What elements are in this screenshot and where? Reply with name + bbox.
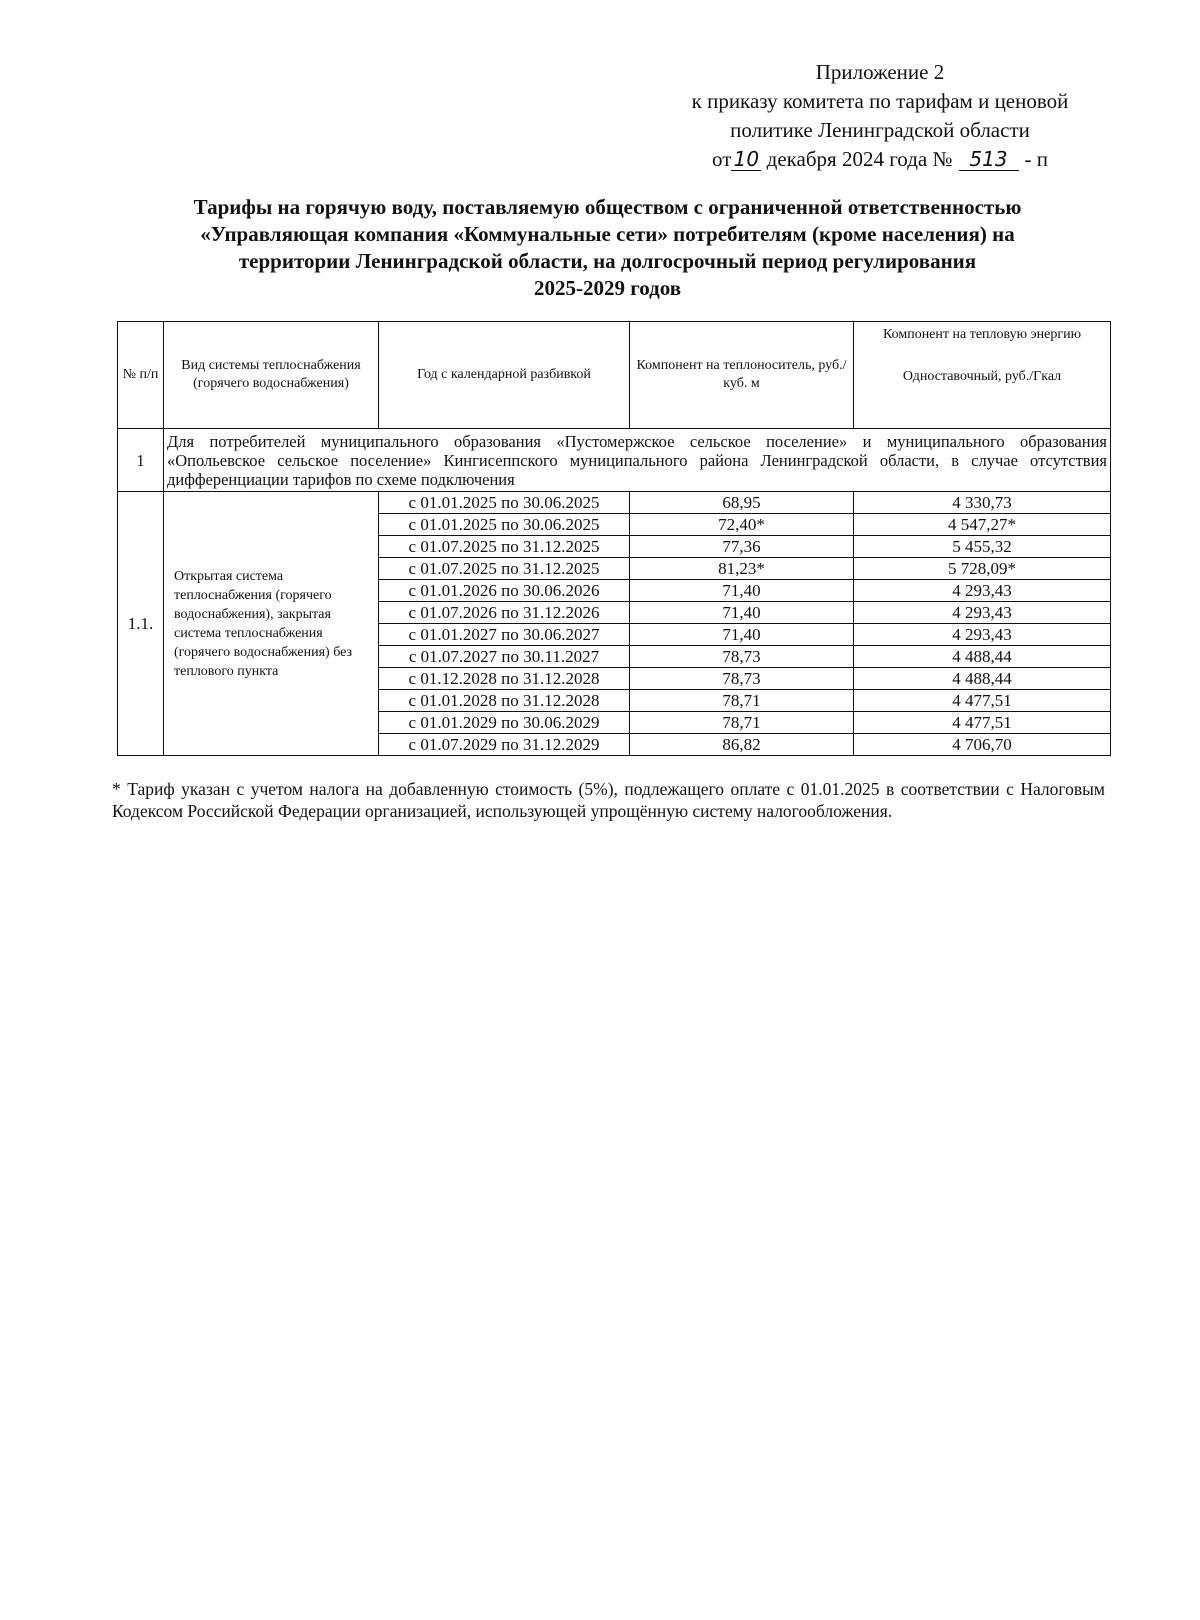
cell-carrier: 72,40*: [630, 514, 854, 536]
cell-period: с 01.12.2028 по 31.12.2028: [379, 668, 630, 690]
cell-carrier: 78,71: [630, 690, 854, 712]
title-line-2: «Управляющая компания «Коммунальные сети» потребителям (кроме населения) на: [200, 222, 1015, 246]
cell-period: с 01.07.2025 по 31.12.2025: [379, 536, 630, 558]
cell-period: с 01.01.2027 по 30.06.2027: [379, 624, 630, 646]
title-line-4: 2025-2029 годов: [533, 276, 682, 300]
footnote: * Тариф указан с учетом налога на добавленную стоимость (5%), подлежащего оплате с 01.01.2025 в соответствии с Налоговым Кодексом Российской Федерации организацией, использующей упрощённую систему налогообложения.: [112, 779, 1105, 821]
cell-period: с 01.07.2029 по 31.12.2029: [379, 734, 630, 756]
cell-carrier: 86,82: [630, 734, 854, 756]
cell-period: с 01.07.2026 по 31.12.2026: [379, 602, 630, 624]
cell-carrier: 81,23*: [630, 558, 854, 580]
cell-energy: 4 488,44: [854, 668, 1111, 690]
header-carrier: Компонент на теплоноситель, руб./куб. м: [630, 322, 854, 429]
date-month-year: декабря 2024 года №: [766, 147, 953, 171]
cell-period: с 01.01.2028 по 31.12.2028: [379, 690, 630, 712]
cell-period: с 01.01.2025 по 30.06.2025: [379, 492, 630, 514]
order-suffix: - п: [1024, 147, 1048, 171]
cell-carrier: 78,73: [630, 668, 854, 690]
cell-energy: 5 728,09*: [854, 558, 1111, 580]
cell-carrier: 71,40: [630, 624, 854, 646]
header-energy: [854, 322, 1111, 429]
cell-carrier: 78,71: [630, 712, 854, 734]
cell-energy: 4 706,70: [854, 734, 1111, 756]
appendix-title: Приложение 2: [815, 60, 945, 84]
cell-energy: 4 488,44: [854, 646, 1111, 668]
handwritten-day: 10: [731, 148, 761, 171]
group-description: Для потребителей муниципального образования «Пустомержское сельское поселение» и муниципального образования «Опольевское сельское поселение» Кингисеппского муниципального района Ленинградской области, в случае отсутствия дифференциации тарифов по схеме подключения: [164, 429, 1111, 492]
cell-period: с 01.07.2025 по 31.12.2025: [379, 558, 630, 580]
cell-carrier: 77,36: [630, 536, 854, 558]
tariff-rows: [118, 492, 1111, 756]
cell-energy: 4 330,73: [854, 492, 1111, 514]
cell-energy: 4 477,51: [854, 690, 1111, 712]
cell-period: с 01.07.2027 по 30.11.2027: [379, 646, 630, 668]
header-num: № п/п: [118, 322, 164, 429]
appendix-order-line: к приказу комитета по тарифам и ценовой: [691, 89, 1069, 113]
cell-energy: 4 547,27*: [854, 514, 1111, 536]
subgroup-num: 1.1.: [118, 492, 164, 756]
subgroup-system: Открытая система теплоснабжения (горячего водоснабжения), закрытая система теплоснабжения (горячего водоснабжения) без теплового пункта: [164, 492, 379, 756]
header-system: Вид системы теплоснабжения (горячего водоснабжения): [164, 322, 379, 429]
title-line-3: территории Ленинградской области, на долгосрочный период регулирования: [238, 249, 977, 273]
appendix-date-line: [640, 145, 1120, 174]
cell-period: с 01.01.2025 по 30.06.2025: [379, 514, 630, 536]
cell-carrier: 71,40: [630, 602, 854, 624]
cell-period: с 01.01.2026 по 30.06.2026: [379, 580, 630, 602]
header-energy-sub: Одноставочный, руб./Гкал: [902, 369, 1062, 384]
cell-energy: 4 293,43: [854, 602, 1111, 624]
cell-carrier: 68,95: [630, 492, 854, 514]
cell-energy: 4 293,43: [854, 624, 1111, 646]
cell-carrier: 78,73: [630, 646, 854, 668]
cell-carrier: 71,40: [630, 580, 854, 602]
title-line-1: Тарифы на горячую воду, поставляемую обществом с ограниченной ответственностью: [193, 195, 1022, 219]
cell-energy: 5 455,32: [854, 536, 1111, 558]
date-from-label: от: [712, 147, 732, 171]
cell-energy: 4 477,51: [854, 712, 1111, 734]
header-year: Год с календарной разбивкой: [379, 322, 630, 429]
table-header-row: [118, 322, 1111, 429]
handwritten-order-number: 513: [959, 148, 1019, 171]
header-energy-title: Компонент на тепловую энергию: [882, 327, 1082, 342]
tariffs-table: [117, 321, 1111, 756]
group-num: 1: [118, 429, 164, 492]
appendix-header: [640, 58, 1120, 174]
cell-energy: 4 293,43: [854, 580, 1111, 602]
cell-period: с 01.01.2029 по 30.06.2029: [379, 712, 630, 734]
group-row: [118, 429, 1111, 492]
document-title: [110, 194, 1105, 302]
appendix-committee-line: политике Ленинградской области: [730, 118, 1030, 142]
table-row: [118, 492, 1111, 514]
